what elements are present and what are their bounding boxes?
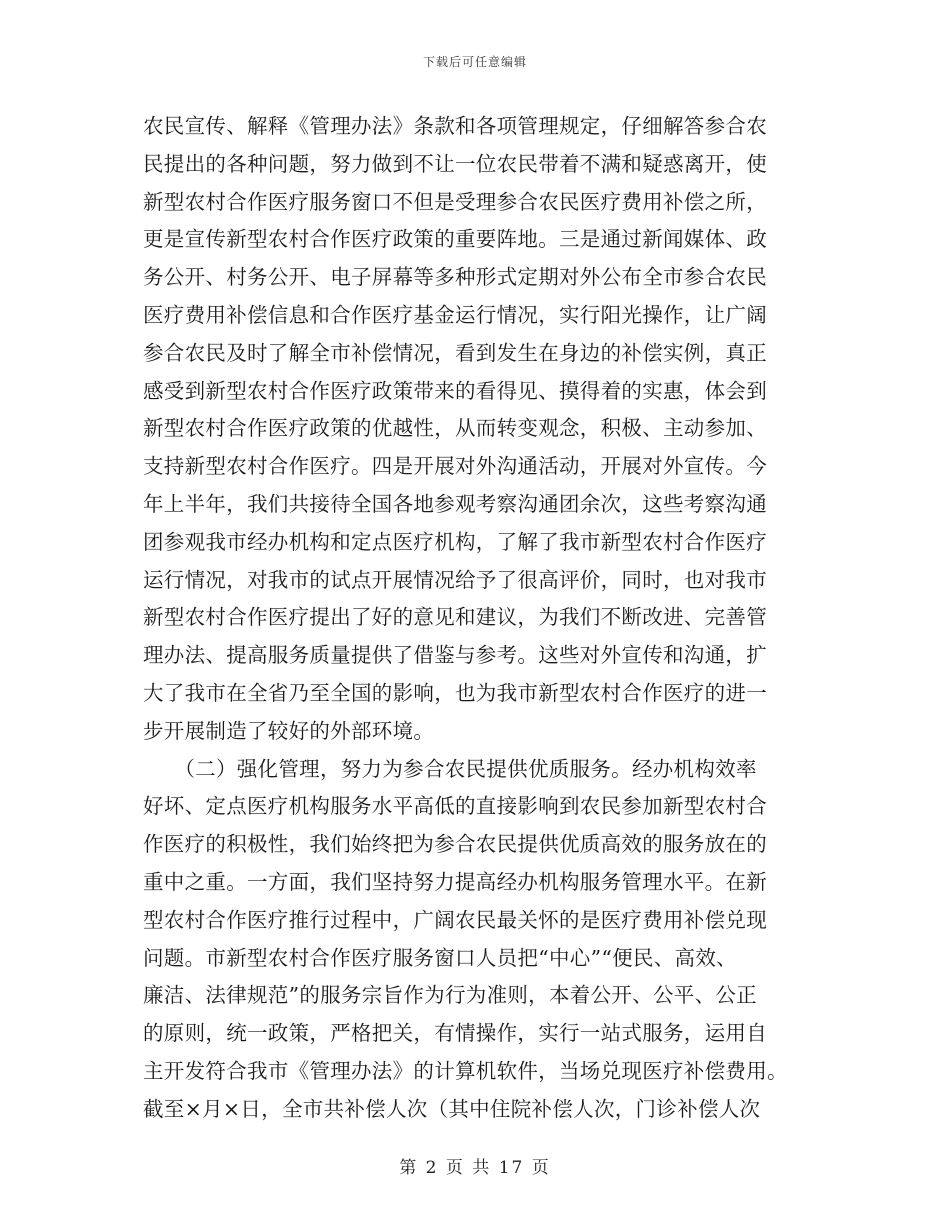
text-line: 重中之重。一方面，我们坚持努力提高经办机构服务管理水平。在新 <box>143 869 767 894</box>
text-line: 年上半年，我们共接待全国各地参观考察沟通团余次，这些考察沟通 <box>143 491 767 516</box>
text-line: 主开发符合我市《管理办法》的计算机软件，当场兑现医疗补偿费用。 <box>143 1058 788 1083</box>
text-line: 运行情况，对我市的试点开展情况给予了很高评价，同时，也对我市 <box>143 567 767 592</box>
page-header: 下载后可任意编辑 <box>422 55 527 69</box>
text-line: 新型农村合作医疗政策的优越性，从而转变观念，积极、主动参加、 <box>143 416 767 441</box>
text-line: 支持新型农村合作医疗。四是开展对外沟通活动，开展对外宣传。今 <box>143 454 767 479</box>
text-line: 感受到新型农村合作医疗政策带来的看得见、摸得着的实惠，体会到 <box>143 378 767 403</box>
text-line: 务公开、村务公开、电子屏幕等多种形式定期对外公布全市参合农民 <box>143 265 767 290</box>
text-line: 更是宣传新型农村合作医疗政策的重要阵地。三是通过新闻媒体、政 <box>143 227 767 252</box>
text-line: 农民宣传、解释《管理办法》条款和各项管理规定，仔细解答参合农 <box>143 114 767 138</box>
text-line: 好坏、定点医疗机构服务水平高低的直接影响到农民参加新型农村合 <box>143 794 767 819</box>
text-line: 理办法、提高服务质量提供了借鉴与参考。这些对外宣传和沟通，扩 <box>143 643 767 668</box>
page-number-footer: 第 2 页 共 17 页 <box>399 1158 551 1178</box>
text-line: 廉洁、法律规范”的服务宗旨作为行为准则，本着公开、公平、公正 <box>143 983 757 1008</box>
text-line: 问题。市新型农村合作医疗服务窗口人员把“中心”“便民、高效、 <box>143 945 737 970</box>
text-line: 民提出的各种问题，努力做到不让一位农民带着不满和疑惑离开，使 <box>143 151 767 176</box>
document-body <box>143 108 803 1129</box>
text-line: 型农村合作医疗推行过程中，广阔农民最关怀的是医疗费用补偿兑现 <box>143 907 767 932</box>
text-line: 参合农民及时了解全市补偿情况，看到发生在身边的补偿实例，真正 <box>143 340 767 365</box>
text-line: 新型农村合作医疗服务窗口不但是受理参合农民医疗费用补偿之所， <box>143 189 767 214</box>
text-line: 作医疗的积极性，我们始终把为参合农民提供优质高效的服务放在的 <box>143 832 767 857</box>
text-line: 大了我市在全省乃至全国的影响，也为我市新型农村合作医疗的进一 <box>143 680 767 705</box>
text-line: 步开展制造了较好的外部环境。 <box>143 718 435 743</box>
text-line: 团参观我市经办机构和定点医疗机构，了解了我市新型农村合作医疗 <box>143 529 767 554</box>
text-line: 截至×月×日，全市共补偿人次（其中住院补偿人次，门诊补偿人次 <box>143 1096 761 1121</box>
text-line: （二）强化管理，努力为参合农民提供优质服务。经办机构效率 <box>143 756 757 781</box>
text-line: 医疗费用补偿信息和合作医疗基金运行情况，实行阳光操作，让广阔 <box>143 302 767 327</box>
text-line: 新型农村合作医疗提出了好的意见和建议，为我们不断改进、完善管 <box>143 605 767 630</box>
text-line: 的原则，统一政策，严格把关，有情操作，实行一站式服务，运用自 <box>143 1021 767 1046</box>
